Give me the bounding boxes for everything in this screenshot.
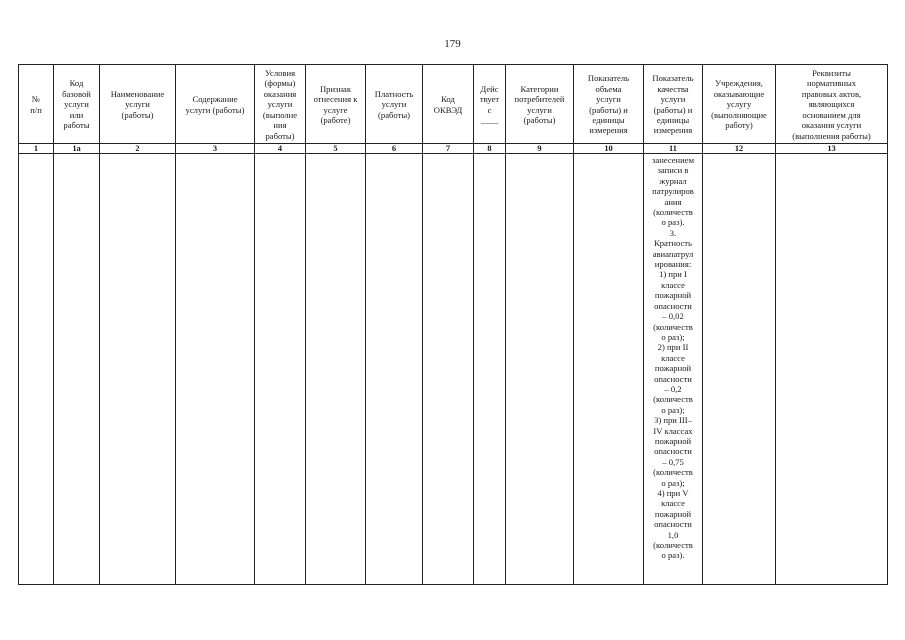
column-number: 1а	[54, 144, 100, 154]
header-cell-1a	[54, 65, 100, 144]
header-text-legal-acts: Реквизиты нормативных правовых актов, являющихся основанием для оказания услуги (выполнения работы)	[792, 68, 871, 141]
column-number: 13	[776, 144, 888, 154]
header-text-volume: Показатель объема услуги (работы) и единицы измерения	[587, 73, 630, 136]
column-number: 8	[474, 144, 506, 154]
header-cell-2	[100, 65, 176, 144]
column-number: 3	[176, 144, 255, 154]
header-text-consumers: Категории потребителей услуги (работы)	[514, 83, 565, 125]
body-cell-13	[776, 154, 888, 585]
column-number: 12	[703, 144, 776, 154]
body-cell-2	[100, 154, 176, 585]
header-cell-9	[506, 65, 574, 144]
header-text-okved: Код ОКВЭД	[433, 94, 463, 115]
header-cell-1	[19, 65, 54, 144]
header-cell-13	[776, 65, 888, 144]
header-text-attribute: Признак отнесения к услуге (работе)	[313, 83, 358, 125]
table-row	[19, 154, 888, 585]
header-cell-6	[366, 65, 423, 144]
header-row	[19, 65, 888, 144]
body-cell-10	[574, 154, 644, 585]
body-cell-3	[176, 154, 255, 585]
header-text-conditions: Условия (формы) оказания услуги (выполне ния работы)	[262, 68, 298, 141]
column-number: 6	[366, 144, 423, 154]
header-cell-4	[255, 65, 306, 144]
column-number: 10	[574, 144, 644, 154]
header-cell-10	[574, 65, 644, 144]
column-number: 4	[255, 144, 306, 154]
header-text-payment: Платность услуги (работы)	[374, 88, 414, 120]
column-number: 9	[506, 144, 574, 154]
header-cell-8	[474, 65, 506, 144]
header-cell-7	[423, 65, 474, 144]
header-text-quality: Показатель качества услуги (работы) и единицы измерения	[652, 73, 694, 136]
body-cell-8	[474, 154, 506, 585]
body-cell-5	[306, 154, 366, 585]
quality-indicator-text: занесением записи в журнал патрулиров ания (количеств о раз). 3. Кратность авиапатрул ирования: 1) при I классе пожарной опасности – 0,02 (количеств о раз); 2) при II классе пожарной опасности – 0,2 (количеств о раз); 3) при III– IV классах пожарной опасности – 0,75 (количеств о раз); 4) при V классе пожарной опасности 1,0 (количеств о раз).	[651, 155, 695, 561]
header-cell-3	[176, 65, 255, 144]
header-text-service-name: Наименование услуги (работы)	[110, 88, 165, 120]
page-number: 179	[444, 38, 461, 50]
column-number: 11	[644, 144, 703, 154]
header-text-row-number: № п/п	[30, 94, 42, 115]
header-text-institutions: Учреждения, оказывающие услугу (выполняющие работу)	[711, 78, 767, 131]
column-number-row	[19, 144, 888, 154]
header-cell-5	[306, 65, 366, 144]
header-cell-12	[703, 65, 776, 144]
body-cell-1a	[54, 154, 100, 585]
body-cell-6	[366, 154, 423, 585]
column-number: 2	[100, 144, 176, 154]
header-cell-11	[644, 65, 703, 144]
column-number: 5	[306, 144, 366, 154]
body-cell-7	[423, 154, 474, 585]
column-number: 7	[423, 144, 474, 154]
body-cell-9	[506, 154, 574, 585]
services-table	[18, 64, 888, 585]
header-text-base-code: Код базовой услуги или работы	[62, 78, 91, 131]
header-text-valid-from: Дейс твует с ____	[479, 83, 500, 125]
column-number: 1	[19, 144, 54, 154]
body-cell-4	[255, 154, 306, 585]
header-text-service-content: Содержание услуги (работы)	[185, 94, 245, 115]
body-cell-1	[19, 154, 54, 585]
body-cell-11	[644, 154, 703, 585]
body-cell-12	[703, 154, 776, 585]
